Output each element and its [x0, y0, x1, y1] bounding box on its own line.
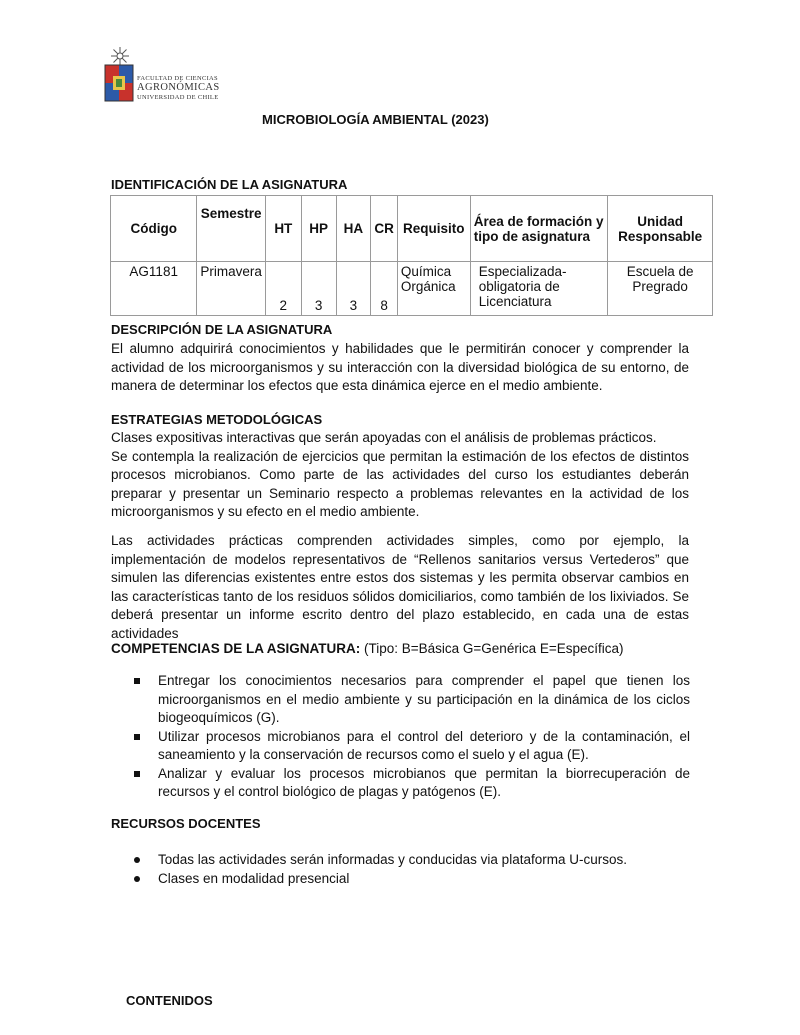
logo-university-text: UNIVERSIDAD DE CHILE — [137, 94, 219, 101]
estrategias-paragraph-1: Clases expositivas interactivas que serán apoyadas con el análisis de problemas prácticos. — [111, 430, 657, 445]
competencias-heading-line — [111, 641, 624, 656]
competencias-heading: COMPETENCIAS DE LA ASIGNATURA: — [111, 641, 361, 656]
contenidos-heading: CONTENIDOS — [126, 993, 213, 1008]
estrategias-paragraph-2: Se contempla la realización de ejercicios que permitan la estimación de los efectos de distintos procesos microbianos. Como parte de las actividades del curso los estudiantes deberán preparar y presentar un Seminario respecto a problemas relevantes en la actividad de los microorganismos y su efecto en el medio ambiente. — [111, 448, 689, 519]
descripcion-heading: DESCRIPCIÓN DE LA ASIGNATURA — [111, 322, 333, 337]
list-item: Utilizar procesos microbianos para el control del deterioro y de la contaminación, el saneamiento y la conservación de recursos como el suelo y el agua (E). — [130, 728, 690, 765]
logo-faculty-text: FACULTAD DE CIENCIAS — [137, 75, 218, 82]
cell-requisito: Química Orgánica — [397, 262, 470, 316]
cell-ht: 2 — [265, 262, 301, 316]
cell-ha: 3 — [336, 262, 371, 316]
cell-semestre: Primavera — [197, 262, 266, 316]
header-semestre: Semestre — [197, 196, 266, 262]
logo-agronomicas-text: AGRONÓMICAS — [137, 82, 220, 93]
asignatura-table — [110, 195, 713, 316]
university-shield-icon — [104, 64, 134, 104]
cell-hp: 3 — [301, 262, 336, 316]
list-item: Entregar los conocimientos necesarios para comprender el papel que tienen los microorganismos en el medio ambiente y su participación en la dinámica de los ciclos biogeoquímicos (G). — [130, 672, 690, 728]
document-title: MICROBIOLOGÍA AMBIENTAL (2023) — [262, 112, 489, 127]
header-cr: CR — [371, 196, 398, 262]
header-area: Área de formación y tipo de asignatura — [470, 196, 607, 262]
descripcion-paragraph: El alumno adquirirá conocimientos y habilidades que le permitirán conocer y comprender la actividad de los microorganismos y su interacción con la diversidad biológica de su entorno, de manera de determinar los efectos que esta dinámica ejerce en el medio ambiente. — [111, 341, 689, 393]
cell-unidad: Escuela de Pregrado — [608, 262, 713, 316]
faculty-logo — [104, 44, 234, 114]
competencias-tipo: (Tipo: B=Básica G=Genérica E=Específica) — [360, 641, 624, 656]
estrategias-text-2 — [111, 532, 689, 643]
recursos-list — [130, 851, 690, 888]
header-requisito: Requisito — [397, 196, 470, 262]
header-ht: HT — [265, 196, 301, 262]
list-item: Clases en modalidad presencial — [130, 870, 690, 889]
competencias-list — [130, 672, 690, 802]
cell-area: Especializada-obligatoria de Licenciatura — [470, 262, 607, 316]
cell-codigo: AG1181 — [111, 262, 197, 316]
list-item: Todas las actividades serán informadas y conducidas via plataforma U-cursos. — [130, 851, 690, 870]
header-hp: HP — [301, 196, 336, 262]
header-codigo: Código — [111, 196, 197, 262]
star-icon — [110, 46, 130, 66]
table-header-row — [111, 196, 713, 262]
header-unidad: Unidad Responsable — [608, 196, 713, 262]
descripcion-text — [111, 340, 689, 396]
identificacion-heading: IDENTIFICACIÓN DE LA ASIGNATURA — [111, 177, 348, 192]
recursos-heading: RECURSOS DOCENTES — [111, 816, 261, 831]
table-row — [111, 262, 713, 316]
cell-cr: 8 — [371, 262, 398, 316]
estrategias-text — [111, 429, 689, 522]
estrategias-heading: ESTRATEGIAS METODOLÓGICAS — [111, 412, 323, 427]
header-ha: HA — [336, 196, 371, 262]
list-item: Analizar y evaluar los procesos microbianos que permitan la biorrecuperación de recursos y el control biológico de plagas y patógenos (E). — [130, 765, 690, 802]
estrategias-paragraph-3: Las actividades prácticas comprenden actividades simples, como por ejemplo, la implementación de modelos representativos de “Rellenos sanitarios versus Vertederos” que simulen las diferencias existentes entre estos dos sistemas y les permita observar cambios en las características tanto de los residuos sólidos domiciliarios, como también de los lixiviados. Se deberá presentar un informe escrito dentro del plazo establecido, en cada una de estas actividades — [111, 533, 689, 641]
